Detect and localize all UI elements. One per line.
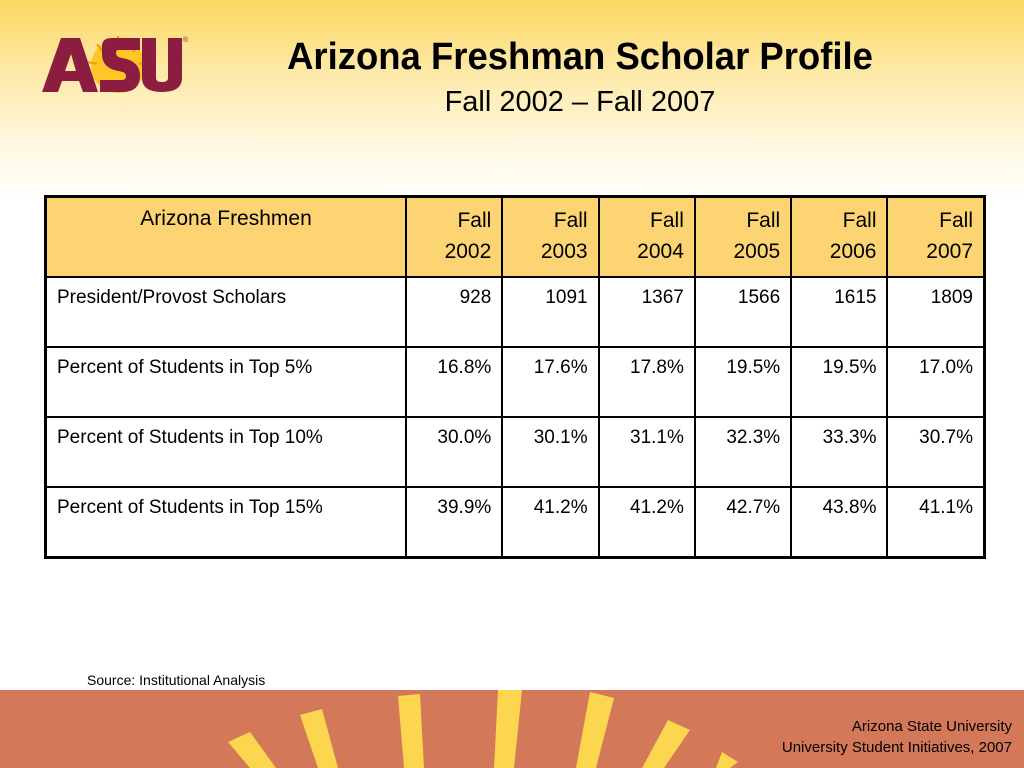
column-header-fall-2005: Fall 2005 <box>695 197 791 278</box>
row-label: Percent of Students in Top 5% <box>46 347 407 417</box>
table-cell: 1809 <box>887 277 984 347</box>
footer-line-department: University Student Initiatives, 2007 <box>781 739 1012 756</box>
row-label: Percent of Students in Top 15% <box>46 487 407 557</box>
row-label: President/Provost Scholars <box>46 277 407 347</box>
table-cell: 19.5% <box>695 347 791 417</box>
table-cell: 19.5% <box>791 347 887 417</box>
table-row <box>46 487 985 557</box>
table-cell: 928 <box>406 277 502 347</box>
asu-logo <box>42 32 188 96</box>
table-cell: 33.3% <box>791 417 887 487</box>
table-cell: 41.1% <box>887 487 984 557</box>
footer-line-university: Arizona State University <box>851 718 1012 735</box>
table-cell: 41.2% <box>502 487 598 557</box>
table-cell: 42.7% <box>695 487 791 557</box>
row-header-cell: Arizona Freshmen <box>46 197 407 278</box>
footer-attribution <box>782 716 1012 758</box>
table-cell: 1566 <box>695 277 791 347</box>
column-header-fall-2004: Fall 2004 <box>599 197 695 278</box>
table-row <box>46 347 985 417</box>
table-header-row <box>46 197 985 278</box>
table-cell: 17.8% <box>599 347 695 417</box>
table-cell: 17.6% <box>502 347 598 417</box>
page-subtitle: Fall 2002 – Fall 2007 <box>444 86 716 118</box>
column-header-fall-2007: Fall 2007 <box>887 197 984 278</box>
page-title: Arizona Freshman Scholar Profile <box>287 36 873 78</box>
table-cell: 30.7% <box>887 417 984 487</box>
table-cell: 39.9% <box>406 487 502 557</box>
table-cell: 32.3% <box>695 417 791 487</box>
table-cell: 41.2% <box>599 487 695 557</box>
table-cell: 1367 <box>599 277 695 347</box>
table-row <box>46 277 985 347</box>
table-row <box>46 417 985 487</box>
table-cell: 17.0% <box>887 347 984 417</box>
column-header-fall-2002: Fall 2002 <box>406 197 502 278</box>
footer-band <box>0 690 1024 768</box>
svg-text:®: ® <box>183 37 188 44</box>
table-cell: 1091 <box>502 277 598 347</box>
column-header-fall-2003: Fall 2003 <box>502 197 598 278</box>
column-header-fall-2006: Fall 2006 <box>791 197 887 278</box>
row-label: Percent of Students in Top 10% <box>46 417 407 487</box>
scholar-profile-table <box>44 195 986 559</box>
table-cell: 43.8% <box>791 487 887 557</box>
table-cell: 30.0% <box>406 417 502 487</box>
table-cell: 1615 <box>791 277 887 347</box>
source-note: Source: Institutional Analysis <box>87 672 266 688</box>
table-cell: 16.8% <box>406 347 502 417</box>
table-cell: 31.1% <box>599 417 695 487</box>
table-cell: 30.1% <box>502 417 598 487</box>
